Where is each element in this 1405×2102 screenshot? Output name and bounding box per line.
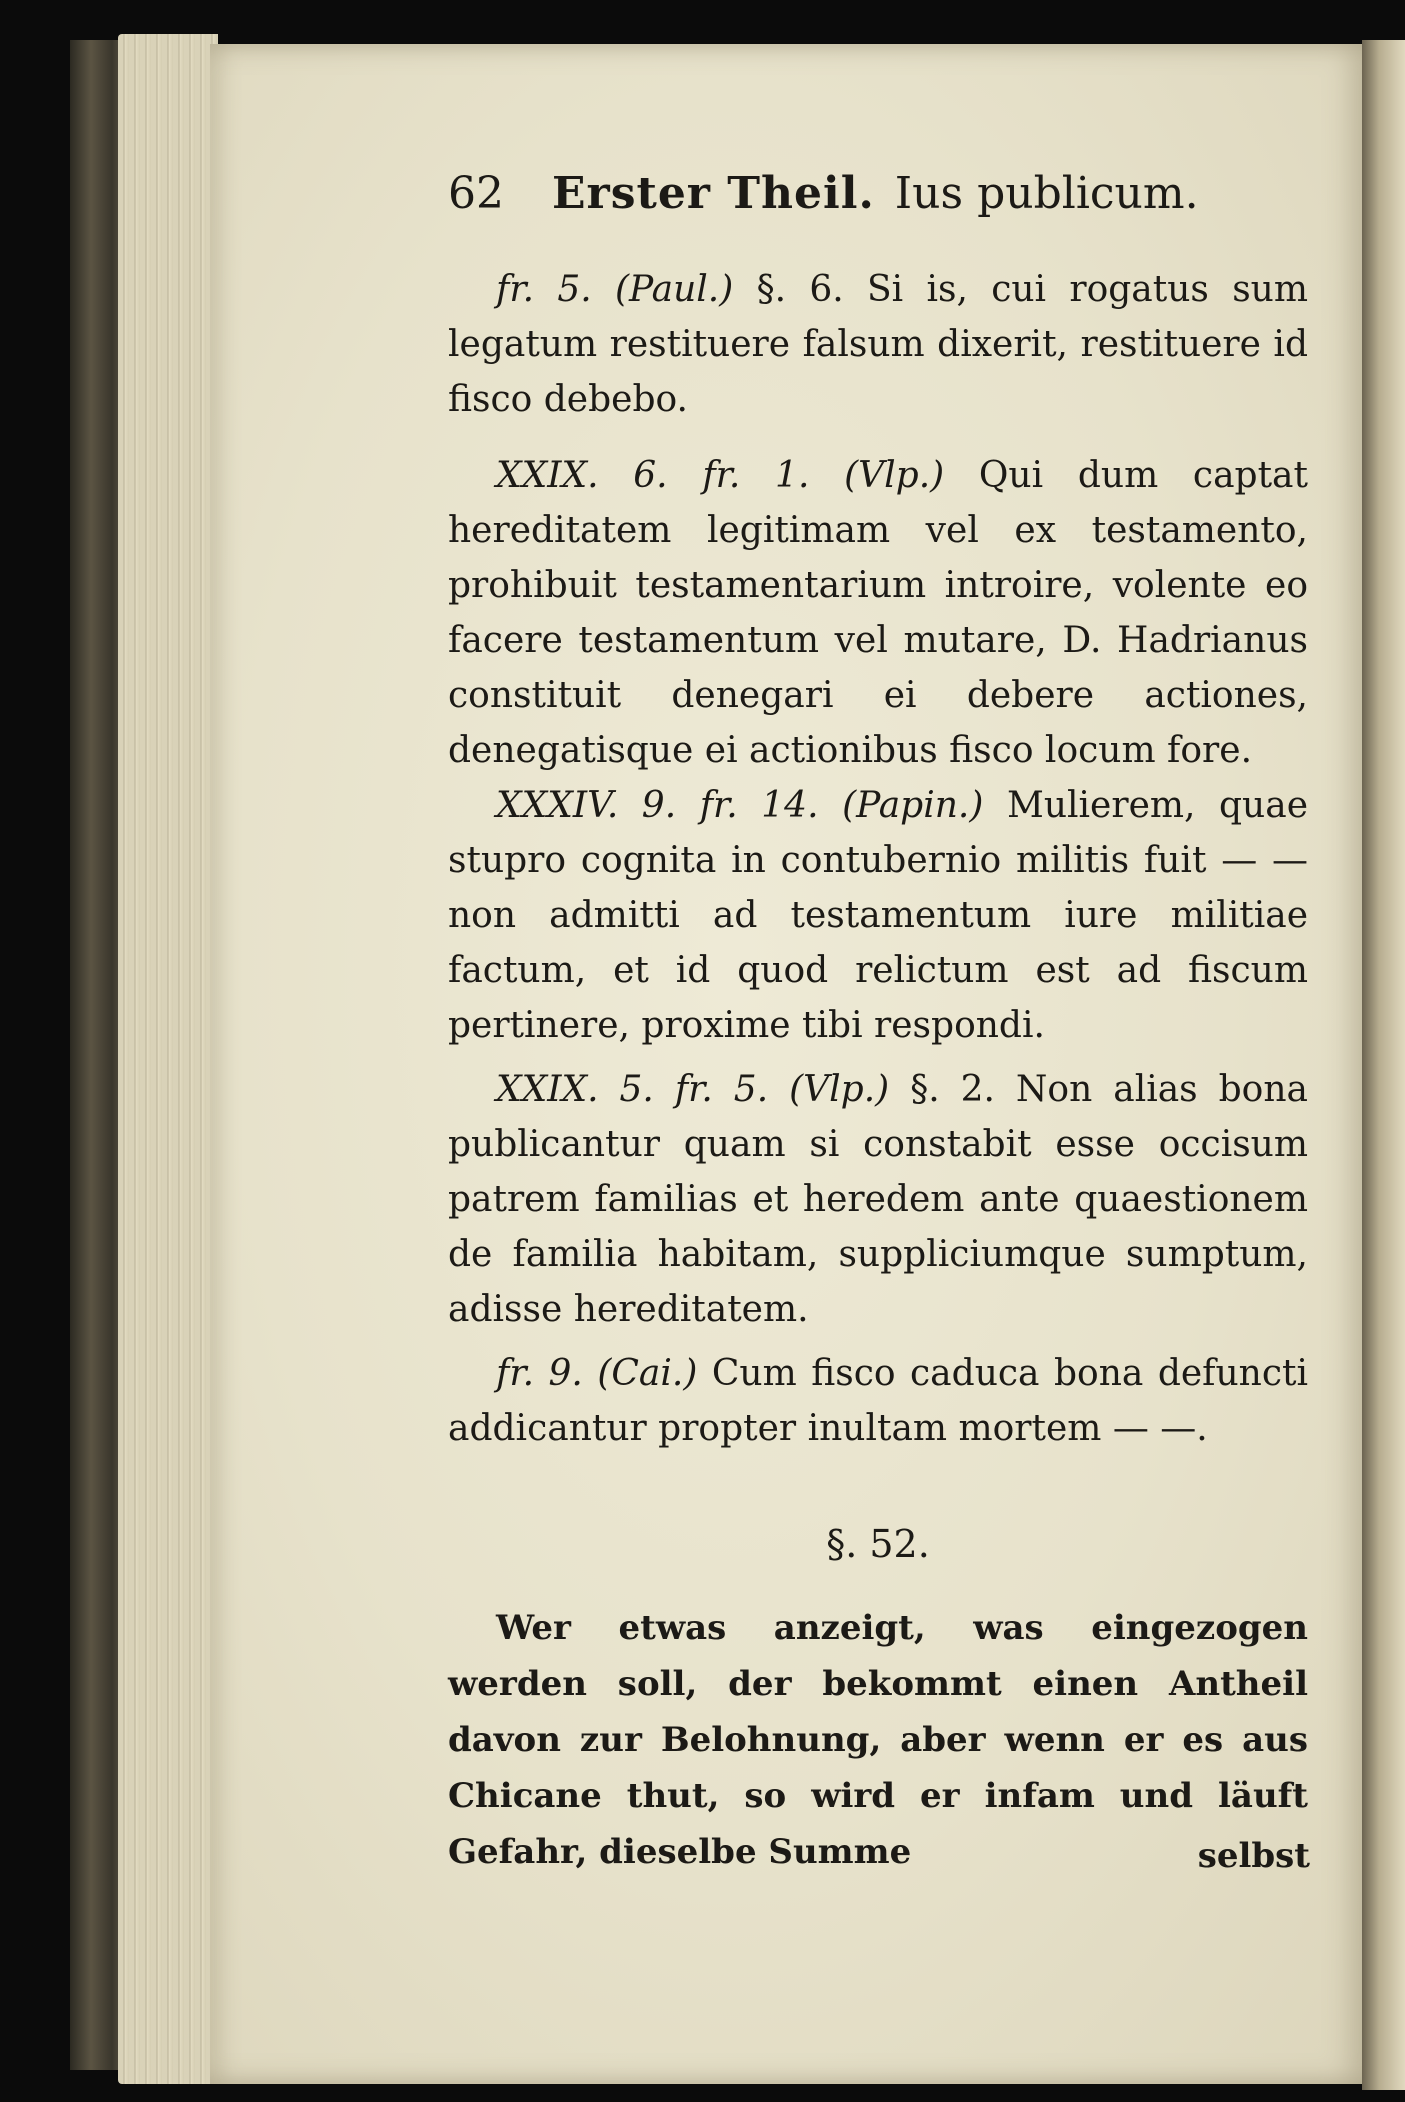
citation: fr. 9. (Cai.) (496, 1353, 698, 1394)
paragraph-1 (448, 262, 1308, 427)
citation: XXIX. 5. fr. 5. (Vlp.) (496, 1069, 890, 1110)
part-title: Erster Theil. (552, 168, 875, 219)
citation: fr. 5. (Paul.) (496, 269, 734, 310)
paragraph-4 (448, 1062, 1308, 1337)
running-head (448, 168, 1308, 219)
catchword: selbst (1197, 1836, 1310, 1876)
paragraph-5 (448, 1346, 1308, 1456)
citation: XXIX. 6. fr. 1. (Vlp.) (496, 455, 945, 496)
paragraph-text: §. 2. Non alias bona publicantur quam si constabit esse occisum patrem familias et heredem ante quaestionem de familia habitam, suppliciumque sumptum, adisse hereditatem. (448, 1069, 1308, 1330)
citation: XXXIV. 9. fr. 14. (Papin.) (496, 785, 984, 826)
paragraph-3 (448, 778, 1308, 1053)
paragraph-text: Cum fisco caduca bona defuncti addicantur propter inultam mortem — —. (448, 1353, 1309, 1449)
paragraph-text: Qui dum captat hereditatem legitimam vel ex testamento, prohibuit testamentarium introire, volente eo facere testamentum vel mutare, D. Hadrianus constituit denegari ei debere actiones, denegatisque ei actionibus fisco locum fore. (448, 455, 1308, 771)
section-mark: §. 52. (826, 1522, 930, 1566)
paragraph-text: Mulierem, quae stupro cognita in contubernio militis fuit — — non admitti ad testamentum iure militiae factum, et id quod relictum est ad fiscum pertinere, proxime tibi respondi. (448, 785, 1309, 1046)
subject-title: Ius publicum. (894, 168, 1199, 219)
paragraph-text: §. 6. Si is, cui rogatus sum legatum restituere falsum dixerit, restituere id fisco debebo. (448, 269, 1308, 420)
book-gutter (1362, 40, 1405, 2090)
german-text: Wer etwas anzeigt, was eingezogen werden soll, der bekommt einen Antheil davon zur Belohnung, aber wenn er es aus Chicane thut, so wird er infam und läuft Gefahr, dieselbe Summe (448, 1608, 1308, 1872)
page-number: 62 (448, 168, 504, 219)
paragraph-2 (448, 448, 1308, 778)
page-edges (118, 34, 218, 2084)
